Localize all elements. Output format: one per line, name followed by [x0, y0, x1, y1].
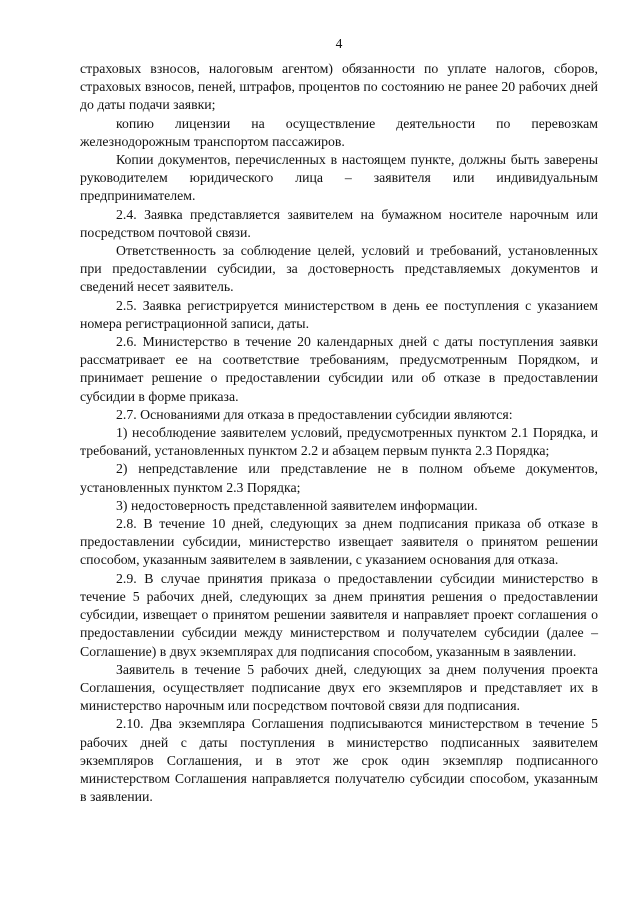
list-item-refusal-1: 1) несоблюдение заявителем условий, предусмотренных пунктом 2.1 Порядка, и требований, установленных пунктом 2.2 и абзацем первым пункта 2.3 Порядка; — [80, 425, 598, 459]
paragraph-2-8: 2.8. В течение 10 дней, следующих за днем подписания приказа об отказе в предоставлении субсидии, министерство извещает заявителя о принятом решении способом, указанным заявителем в заявлении, с указанием основания для отказа. — [80, 516, 598, 568]
paragraph-2-6: 2.6. Министерство в течение 20 календарных дней с даты поступления заявки рассматривает ее на соответствие требованиям, предусмотренным Порядком, и принимает решение о предоставлении субсидии или об отказе в предоставлении субсидии в форме приказа. — [80, 334, 598, 404]
paragraph-2-9: 2.9. В случае принятия приказа о предоставлении субсидии министерство в течение 5 рабочих дней, следующих за днем принятия решения о предоставлении субсидии, извещает о принятом решении заявителя и направляет проект соглашения о предоставлении субсидии между министерством и получателем субсидии (далее – Соглашение) в двух экземплярах для подписания способом, указанным в заявлении. — [80, 570, 598, 659]
paragraph-applicant-signing: Заявитель в течение 5 рабочих дней, следующих за днем получения проекта Соглашения, осуществляет подписание двух его экземпляров и представляет их в министерство нарочным или посредством почтовой связи для подписания. — [80, 661, 598, 714]
paragraph-document-certification: Копии документов, перечисленных в настоящем пункте, должны быть заверены руководителем юридического лица – заявителя или индивидуальным предпринимателем. — [80, 152, 598, 204]
document-body — [80, 60, 598, 806]
list-item-refusal-3: 3) недостоверность представленной заявителем информации. — [116, 497, 478, 513]
paragraph-2-4: 2.4. Заявка представляется заявителем на бумажном носителе нарочным или посредством почтовой связи. — [80, 206, 598, 240]
paragraph-tax-obligations: страховых взносов, налоговым агентом) обязанности по уплате налогов, сборов, страховых взносов, пеней, штрафов, процентов по состоянию не ранее 20 рабочих дней до даты подачи заявки; — [80, 61, 598, 113]
paragraph-2-5: 2.5. Заявка регистрируется министерством в день ее поступления с указанием номера регистрационной записи, даты. — [80, 297, 598, 331]
paragraph-responsibility: Ответственность за соблюдение целей, условий и требований, установленных при предоставлении субсидии, за достоверность представляемых документов и сведений несет заявитель. — [80, 243, 598, 295]
paragraph-2-10: 2.10. Два экземпляра Соглашения подписываются министерством в течение 5 рабочих дней с даты поступления в министерство подписанных заявителем экземпляров Соглашения, и в этот же срок один экземпляр подписанного министерством Соглашения направляется получателю субсидии способом, указанным в заявлении. — [80, 716, 598, 805]
paragraph-2-7: 2.7. Основаниями для отказа в предоставлении субсидии являются: — [116, 406, 513, 422]
page-number: 4 — [335, 36, 343, 51]
paragraph-license-copy: копию лицензии на осуществление деятельности по перевозкам железнодорожным транспортом пассажиров. — [80, 115, 598, 149]
list-item-refusal-2: 2) непредставление или представление не в полном объеме документов, установленных пунктом 2.3 Порядка; — [80, 461, 598, 495]
